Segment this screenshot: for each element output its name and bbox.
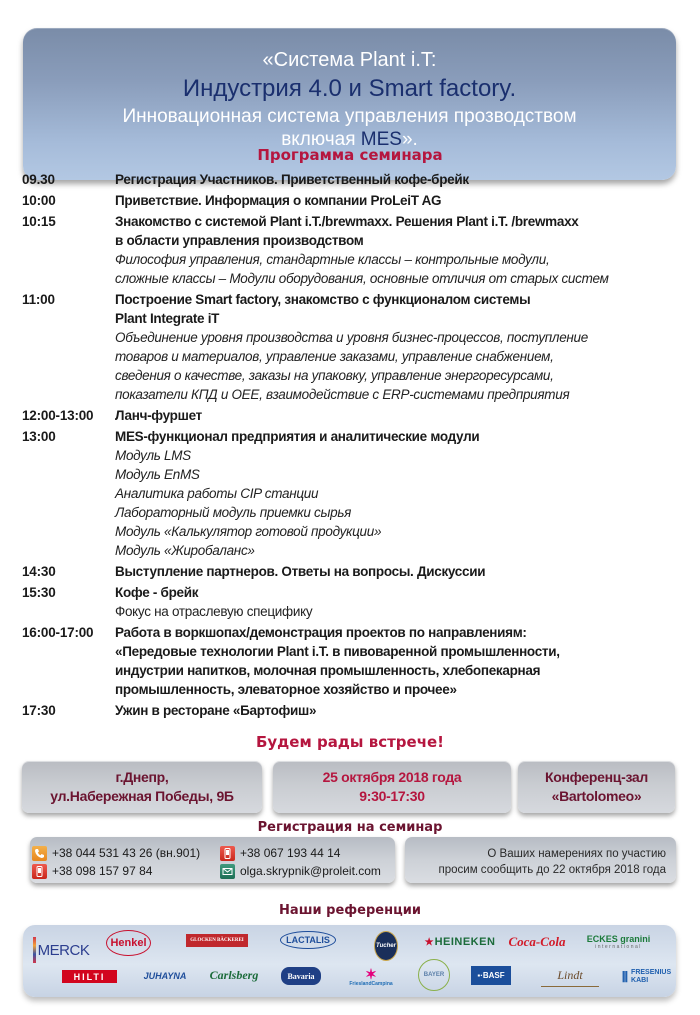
program-title: в области управления производством bbox=[115, 233, 364, 248]
banner-line-3: Инновационная система управления прозводством bbox=[122, 106, 577, 127]
heineken-logo: ★ HEINEKEN bbox=[424, 936, 496, 948]
program-detail: сведения о качестве, заказы на упаковку, управление энергоресурсами, bbox=[115, 368, 554, 383]
program-detail: Фокус на отраслевую специфику bbox=[115, 604, 313, 619]
program-detail: сложные классы – Модули оборудования, основные отличия от старых систем bbox=[115, 271, 609, 286]
program-item bbox=[22, 701, 692, 720]
program-item bbox=[22, 623, 692, 699]
fresenius-kabi-logo: ⦀ FRESENIUS KABI bbox=[621, 968, 672, 985]
contact-email bbox=[220, 863, 381, 879]
program-time: 17:30 bbox=[22, 703, 56, 718]
program-item bbox=[22, 583, 692, 621]
program-title: Регистрация Участников. Приветственный кофе-брейк bbox=[115, 172, 469, 187]
program-title: промышленность, элеваторное хозяйство и прочее» bbox=[115, 682, 457, 697]
program-time: 16:00-17:00 bbox=[22, 625, 94, 640]
venue-name: «Bartolomeo» bbox=[551, 788, 642, 804]
program-time: 13:00 bbox=[22, 429, 56, 444]
location-box bbox=[22, 761, 262, 813]
program-item bbox=[22, 427, 692, 560]
henkel-logo: Henkel bbox=[106, 930, 151, 956]
program-content bbox=[115, 170, 692, 189]
program-list bbox=[22, 170, 692, 722]
event-hours: 9:30-17:30 bbox=[359, 788, 425, 804]
frieslandcampina-logo: ✶ FrieslandCampina bbox=[349, 966, 393, 987]
program-item bbox=[22, 170, 692, 189]
program-title: Выступление партнеров. Ответы на вопросы. Дискуссии bbox=[115, 564, 486, 579]
program-content bbox=[115, 212, 692, 288]
banner-mes-highlight: MES bbox=[360, 129, 402, 150]
coca-cola-logo: Coca-Cola bbox=[508, 934, 566, 949]
location-city: г.Днепр, bbox=[115, 769, 169, 785]
program-detail: Лабораторный модуль приемки сырья bbox=[115, 505, 352, 520]
welcome-heading: Будем рады встрече! bbox=[255, 733, 445, 751]
banner-line-4-suffix: ». bbox=[401, 129, 418, 150]
program-time: 15:30 bbox=[22, 585, 56, 600]
contact-value[interactable]: +38 067 193 44 14 bbox=[240, 846, 341, 860]
registration-heading: Регистрация на семинар bbox=[257, 820, 443, 835]
program-title: Приветствие. Информация о компании ProLeiT AG bbox=[115, 193, 442, 208]
contact-value[interactable]: olga.skrypnik@proleit.com bbox=[240, 864, 381, 878]
program-item bbox=[22, 191, 692, 210]
program-detail: Модуль «Жиробаланс» bbox=[115, 543, 255, 558]
references-heading: Наши референции bbox=[279, 903, 421, 918]
event-date: 25 октября 2018 года bbox=[322, 769, 462, 785]
venue-label: Конференц-зал bbox=[544, 769, 649, 785]
program-time: 09.30 bbox=[22, 172, 55, 187]
program-item bbox=[22, 212, 692, 288]
program-title: «Передовые технологии Plant i.T. в пивоваренной промышленности, bbox=[115, 644, 560, 659]
notice-line-2: просим сообщить до 22 октября 2018 года bbox=[438, 864, 666, 876]
phone-icon bbox=[32, 846, 47, 861]
program-item bbox=[22, 562, 692, 581]
program-item bbox=[22, 290, 692, 404]
program-title: MES-функционал предприятия и аналитические модули bbox=[115, 429, 480, 444]
venue-box bbox=[518, 761, 675, 813]
references-logos bbox=[23, 925, 676, 997]
program-content bbox=[115, 427, 692, 560]
eckes-granini-logo: ECKES granini international bbox=[586, 934, 651, 950]
program-content bbox=[115, 191, 692, 210]
banner-title: Индустрия 4.0 и Smart factory. bbox=[182, 75, 517, 102]
tucher-logo: Tucher bbox=[374, 931, 398, 961]
program-time: 14:30 bbox=[22, 564, 56, 579]
registration-notice bbox=[405, 837, 676, 883]
contact-value[interactable]: +38 044 531 43 26 (вн.901) bbox=[52, 846, 201, 860]
program-content bbox=[115, 290, 692, 404]
program-content bbox=[115, 406, 692, 425]
program-content bbox=[115, 623, 692, 699]
email-icon bbox=[220, 864, 235, 879]
program-time: 12:00-13:00 bbox=[22, 408, 94, 423]
bavaria-logo: Bavaria bbox=[281, 967, 321, 985]
hilti-logo: HILTI bbox=[62, 970, 117, 983]
contact-mobile-2 bbox=[220, 845, 340, 861]
juhayna-logo: JUHAYNA bbox=[143, 971, 187, 981]
contact-mobile-1 bbox=[32, 863, 152, 879]
program-detail: Аналитика работы CIP станции bbox=[115, 486, 319, 501]
program-title: индустрии напитков, молочная промышленность, хлебопекарная bbox=[115, 663, 541, 678]
program-title: Построение Smart factory, знакомство с функционалом системы bbox=[115, 292, 531, 307]
mobile-icon bbox=[32, 864, 47, 879]
program-content bbox=[115, 583, 692, 621]
banner-line-4-prefix: включая bbox=[281, 129, 361, 150]
contacts-box bbox=[30, 837, 395, 883]
glocken-logo: GLOCKEN BÄCKEREI bbox=[186, 934, 248, 947]
program-title: Ланч-фуршет bbox=[115, 408, 202, 423]
program-time: 10:00 bbox=[22, 193, 56, 208]
date-box bbox=[273, 761, 511, 813]
bayer-logo: BAYER bbox=[418, 959, 450, 991]
banner-line-1: «Система Plant i.T: bbox=[262, 49, 437, 71]
program-detail: Модуль EnMS bbox=[115, 467, 200, 482]
program-title: Ужин в ресторане «Бартофиш» bbox=[115, 703, 317, 718]
carlsberg-logo: Carlsberg bbox=[209, 967, 259, 982]
program-detail: товаров и материалов, управление заказами, управление снабжением, bbox=[115, 349, 554, 364]
mobile-icon bbox=[220, 846, 235, 861]
lactalis-logo: LACTALIS bbox=[280, 931, 336, 949]
program-title: Работа в воркшопах/демонстрация проектов по направлениям: bbox=[115, 625, 527, 640]
lindt-logo: Lindt bbox=[541, 965, 599, 987]
program-detail: Философия управления, стандартные классы – контрольные модули, bbox=[115, 252, 550, 267]
program-time: 11:00 bbox=[22, 292, 55, 307]
program-content bbox=[115, 701, 692, 720]
location-street: ул.Набережная Победы, 9Б bbox=[50, 788, 234, 804]
basf-logo: ▪· BASF bbox=[471, 966, 511, 985]
program-detail: Модуль LMS bbox=[115, 448, 191, 463]
program-content bbox=[115, 562, 692, 581]
program-time: 10:15 bbox=[22, 214, 56, 229]
program-item bbox=[22, 406, 692, 425]
merck-logo: MERCK bbox=[31, 935, 91, 965]
program-detail: показатели КПД и OEE, взаимодействие с ERP-системами предприятия bbox=[115, 387, 570, 402]
program-heading: Программа семинара bbox=[257, 146, 443, 164]
program-detail: Модуль «Калькулятор готовой продукции» bbox=[115, 524, 382, 539]
contact-value[interactable]: +38 098 157 97 84 bbox=[52, 864, 153, 878]
contact-landline bbox=[32, 845, 200, 861]
notice-line-1: О Ваших намерениях по участию bbox=[487, 848, 666, 860]
program-title: Кофе - брейк bbox=[115, 585, 199, 600]
program-title: Plant Integrate iT bbox=[115, 311, 220, 326]
program-title: Знакомство с системой Plant i.T./brewmaxx. Решения Plant i.T. /brewmaxx bbox=[115, 214, 579, 229]
program-detail: Объединение уровня производства и уровня бизнес-процессов, поступление bbox=[115, 330, 588, 345]
